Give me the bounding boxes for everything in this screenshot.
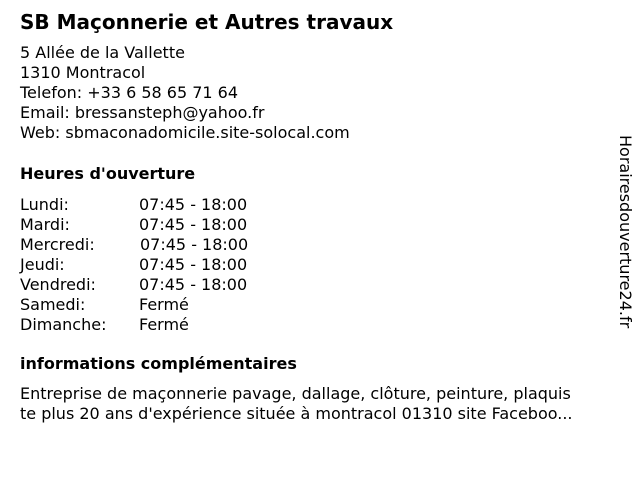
info-text	[20, 384, 630, 424]
info-line: te plus 20 ans d'expérience située à montracol 01310 site Faceboo...	[20, 404, 573, 423]
business-name: SB Maçonnerie et Autres travaux	[20, 10, 394, 34]
info-line: Entreprise de maçonnerie pavage, dallage, clôture, peinture, plaquis	[20, 384, 571, 403]
day-label: Jeudi:	[20, 255, 65, 274]
day-hours: Fermé	[139, 295, 189, 314]
hours-table	[20, 195, 320, 335]
day-label: Samedi:	[20, 295, 86, 314]
address-street: 5 Allée de la Vallette	[20, 43, 185, 62]
day-label: Vendredi:	[20, 275, 96, 294]
hours-row	[20, 315, 320, 335]
phone[interactable]: Telefon: +33 6 58 65 71 64	[20, 83, 239, 102]
hours-row	[20, 235, 320, 255]
watermark-text: Horairesdouverture24.fr	[616, 135, 635, 329]
day-hours: 07:45 - 18:00	[139, 275, 248, 294]
hours-row	[20, 295, 320, 315]
address-city: 1310 Montracol	[20, 63, 146, 82]
email[interactable]: Email: bressansteph@yahoo.fr	[20, 103, 265, 122]
day-label: Dimanche:	[20, 315, 107, 334]
hours-heading: Heures d'ouverture	[20, 164, 196, 183]
day-label: Lundi:	[20, 195, 69, 214]
website[interactable]: Web: sbmaconadomicile.site-solocal.com	[20, 123, 350, 142]
hours-row	[20, 275, 320, 295]
day-hours: Fermé	[139, 315, 189, 334]
info-heading: informations complémentaires	[20, 354, 297, 373]
hours-row	[20, 195, 320, 215]
day-hours: 07:45 - 18:00	[140, 235, 249, 254]
hours-row	[20, 255, 320, 275]
contact-block	[20, 43, 350, 143]
day-hours: 07:45 - 18:00	[139, 215, 248, 234]
day-hours: 07:45 - 18:00	[139, 195, 248, 214]
hours-row	[20, 215, 320, 235]
day-label: Mardi:	[20, 215, 70, 234]
day-label: Mercredi:	[20, 235, 95, 254]
watermark	[610, 135, 640, 345]
day-hours: 07:45 - 18:00	[139, 255, 248, 274]
